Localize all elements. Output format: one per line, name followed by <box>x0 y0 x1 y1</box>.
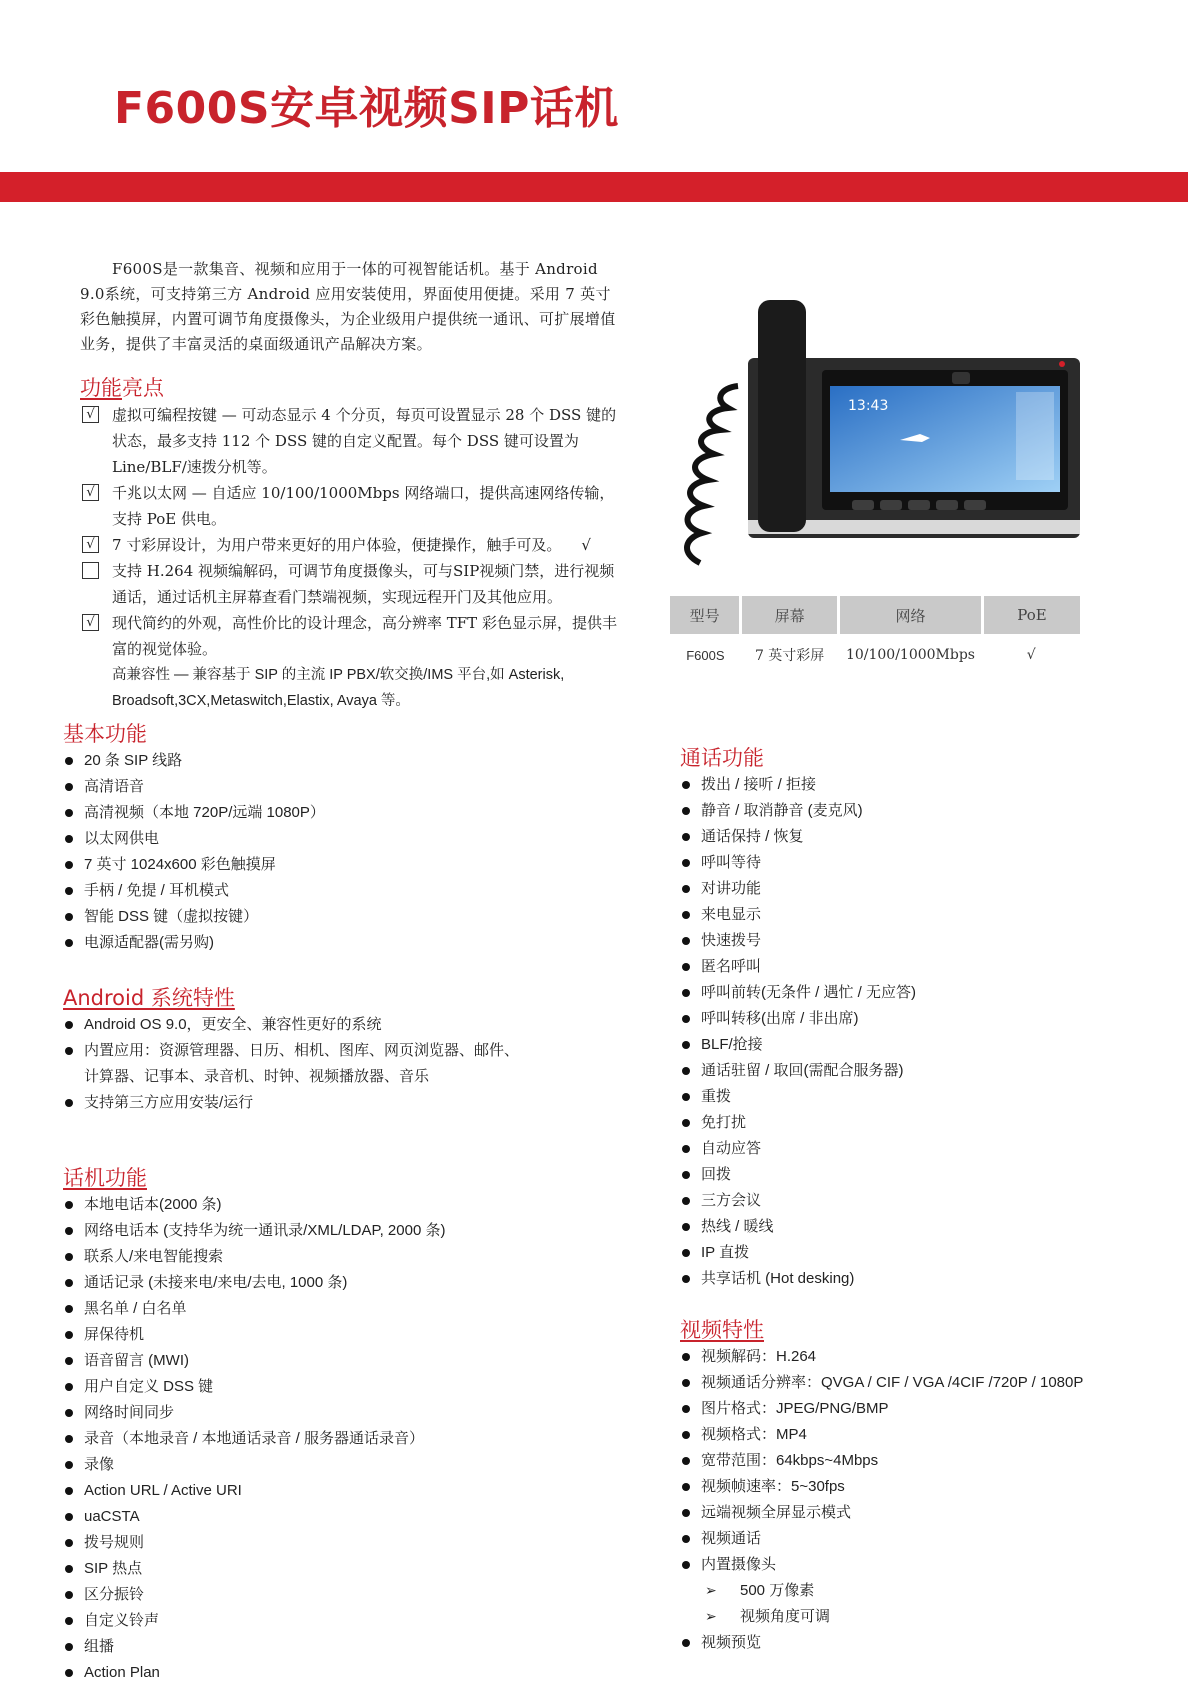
phone-func-item: 拨号规则 <box>63 1530 623 1556</box>
spec-table <box>670 596 1080 676</box>
phone-func-item: 自定义铃声 <box>63 1608 623 1634</box>
highlight-text: 虚拟可编程按键 — 可动态显示 4 个分页，每页可设置显示 28 个 DSS 键的状态，最多支持 112 个 DSS 键的自定义配置。每个 DSS 键可设置为 Line/BLF/速拨分机等。 <box>112 406 617 476</box>
phone-func-item: 区分振铃 <box>63 1582 623 1608</box>
call-item: 静音 / 取消静音 (麦克风) <box>680 798 1160 824</box>
phone-func-item: 组播 <box>63 1634 623 1660</box>
phone-func-item: 联系人/来电智能搜索 <box>63 1244 623 1270</box>
android-title-text: Android 系统特性 <box>63 986 235 1010</box>
checkbox-icon: √ <box>82 484 99 501</box>
arrow-icon: ➢ <box>705 1583 717 1599</box>
spec-cell-screen: 7 英寸彩屏 <box>754 648 825 664</box>
call-item: 呼叫等待 <box>680 850 1160 876</box>
call-item: 呼叫前转(无条件 / 遇忙 / 无应答) <box>680 980 1160 1006</box>
highlight-item <box>80 402 625 480</box>
video-item: 视频通话 <box>680 1526 1180 1552</box>
video-item: 视频通话分辨率：QVGA / CIF / VGA /4CIF /720P / 1080P <box>680 1370 1180 1396</box>
basic-title: 基本功能 <box>63 722 147 746</box>
title-band <box>0 172 1188 202</box>
phone-func-item: 屏保待机 <box>63 1322 623 1348</box>
phone-func-item: 网络时间同步 <box>63 1400 623 1426</box>
video-item: 内置摄像头 <box>680 1552 1180 1578</box>
highlights-list <box>80 402 625 714</box>
phone-func-item: SIP 热点 <box>63 1556 623 1582</box>
android-item: 内置应用：资源管理器、日历、相机、图库、网页浏览器、邮件、计算器、记事本、录音机、时钟、视频播放器、音乐 <box>63 1038 523 1090</box>
checkbox-icon: √ <box>82 614 99 631</box>
call-item: 对讲功能 <box>680 876 1160 902</box>
phone-func-item: 网络电话本 (支持华为统一通讯录/XML/LDAP, 2000 条) <box>63 1218 623 1244</box>
highlight-item <box>80 480 625 532</box>
intro-paragraph: F600S是一款集音、视频和应用于一体的可视智能话机。基于 Android 9.0系统，可支持第三方 Android 应用安装使用，界面使用便捷。采用 7 英寸彩色触摸屏，内置可调节角度摄像头，为企业级用户提供统一通讯、可扩展增值业务，提供了丰富灵活的桌面级通讯产品解决方案。 <box>80 260 616 353</box>
screen-side-panel <box>1016 392 1054 480</box>
spec-header-screen: 屏幕 <box>741 596 839 634</box>
phone-func-item: 语音留言 (MWI) <box>63 1348 623 1374</box>
call-item: 共享话机 (Hot desking) <box>680 1266 1160 1292</box>
call-item: 通话驻留 / 取回(需配合服务器) <box>680 1058 1160 1084</box>
spec-header-network: 网络 <box>839 596 983 634</box>
call-item: 来电显示 <box>680 902 1160 928</box>
video-item: 远端视频全屏显示模式 <box>680 1500 1180 1526</box>
basic-item: 手柄 / 免提 / 耳机模式 <box>63 878 603 904</box>
video-item: 图片格式：JPEG/PNG/BMP <box>680 1396 1180 1422</box>
phone-func-list <box>63 1192 623 1686</box>
highlight-text: 支持 H.264 视频编解码，可调节角度摄像头，可与SIP视频门禁，进行视频通话，通过话机主屏幕查看门禁端视频，实现远程开门及其他应用。 <box>112 562 615 606</box>
video-list <box>680 1344 1180 1656</box>
video-item: 视频格式：MP4 <box>680 1422 1180 1448</box>
video-title-text: 视频特性 <box>680 1318 764 1342</box>
call-item: 回拨 <box>680 1162 1160 1188</box>
basic-item: 7 英寸 1024x600 彩色触摸屏 <box>63 852 603 878</box>
highlight-text: 千兆以太网 — 自适应 10/100/1000Mbps 网络端口，提供高速网络传输，支持 PoE 供电。 <box>112 484 615 528</box>
basic-item: 智能 DSS 键（虚拟按键） <box>63 904 603 930</box>
page-title: F600S安卓视频SIP话机 <box>114 83 619 134</box>
call-item: 快速拨号 <box>680 928 1160 954</box>
android-item: Android OS 9.0，更安全、兼容性更好的系统 <box>63 1012 523 1038</box>
spec-cell-network: 10/100/1000Mbps <box>845 647 975 663</box>
basic-list <box>63 748 603 956</box>
phone-handset <box>758 300 806 532</box>
phone-func-item: 录音（本地录音 / 本地通话录音 / 服务器通话录音） <box>63 1426 623 1452</box>
highlight-item <box>80 558 625 610</box>
call-item: 三方会议 <box>680 1188 1160 1214</box>
call-item: 免打扰 <box>680 1110 1160 1136</box>
phone-func-item: 通话记录 (未接来电/来电/去电, 1000 条) <box>63 1270 623 1296</box>
phone-func-item: 用户自定义 DSS 键 <box>63 1374 623 1400</box>
highlight-item <box>80 532 625 558</box>
highlights-title <box>80 372 164 402</box>
video-title <box>680 1314 764 1344</box>
call-item: 自动应答 <box>680 1136 1160 1162</box>
spec-table-header-row <box>670 596 1080 634</box>
basic-item: 高清语音 <box>63 774 603 800</box>
spec-table-row <box>670 634 1080 676</box>
video-item: 视频帧速率：5~30fps <box>680 1474 1180 1500</box>
checkbox-icon: √ <box>82 536 99 553</box>
phone-func-item: Action URL / Active URI <box>63 1478 623 1504</box>
checkbox-icon: √ <box>82 406 99 423</box>
call-item: IP 直拨 <box>680 1240 1160 1266</box>
highlights-title-part1: 功能 <box>80 376 122 400</box>
call-list <box>680 772 1160 1292</box>
android-item: 支持第三方应用安装/运行 <box>63 1090 523 1116</box>
highlight-text: 现代简约的外观，高性价比的设计理念，高分辨率 TFT 彩色显示屏，提供丰富的视觉体验。 <box>112 614 617 658</box>
spec-cell-model: F600S <box>686 647 725 663</box>
phone-func-title-text: 话机功能 <box>63 1166 147 1190</box>
video-sub-text: 500 万像素 <box>740 1582 815 1599</box>
call-item: BLF/抢接 <box>680 1032 1160 1058</box>
phone-func-item: 黑名单 / 白名单 <box>63 1296 623 1322</box>
call-item: 重拨 <box>680 1084 1160 1110</box>
video-item: 视频解码：H.264 <box>680 1344 1180 1370</box>
call-item: 匿名呼叫 <box>680 954 1160 980</box>
video-sub-text: 视频角度可调 <box>740 1608 831 1625</box>
highlight-text: 7 寸彩屏设计，为用户带来更好的用户体验，便捷操作，触手可及。 <box>112 536 562 554</box>
phone-func-item: 本地电话本(2000 条) <box>63 1192 623 1218</box>
call-item: 热线 / 暖线 <box>680 1214 1160 1240</box>
basic-item: 20 条 SIP 线路 <box>63 748 603 774</box>
video-item: 宽带范围：64kbps~4Mbps <box>680 1448 1180 1474</box>
call-item: 呼叫转移(出席 / 非出席) <box>680 1006 1160 1032</box>
phone-func-item: Action Plan <box>63 1660 623 1686</box>
call-title: 通话功能 <box>680 746 764 770</box>
highlight-extra: 高兼容性 — 兼容基于 SIP 的主流 IP PBX/软交换/IMS 平台,如 Asterisk, Broadsoft,3CX,Metaswitch,Elastix, Avaya 等。 <box>112 667 565 709</box>
phone-image <box>680 288 1090 578</box>
status-led-icon <box>1059 361 1065 367</box>
video-sub-item <box>680 1578 1180 1604</box>
phone-buttons <box>852 500 986 510</box>
basic-item: 电源适配器(需另购) <box>63 930 603 956</box>
phone-func-title <box>63 1162 147 1192</box>
check-icon: √ <box>581 536 591 554</box>
screen-clock: 13:43 <box>848 398 889 414</box>
highlights-title-part2: 亮点 <box>122 376 164 400</box>
spec-header-poe: PoE <box>982 596 1080 634</box>
phone-func-item: 录像 <box>63 1452 623 1478</box>
arrow-icon: ➢ <box>705 1609 717 1625</box>
video-item: 视频预览 <box>680 1630 1180 1656</box>
basic-item: 高清视频（本地 720P/远端 1080P） <box>63 800 603 826</box>
call-item: 拨出 / 接听 / 拒接 <box>680 772 1160 798</box>
spec-header-model: 型号 <box>670 596 741 634</box>
highlight-item <box>80 610 625 662</box>
android-list <box>63 1012 523 1116</box>
phone-cord <box>687 386 738 563</box>
basic-item: 以太网供电 <box>63 826 603 852</box>
spec-cell-poe: √ <box>1026 647 1036 663</box>
checkbox-icon <box>82 562 99 579</box>
video-sub-item <box>680 1604 1180 1630</box>
camera-icon <box>952 372 970 384</box>
call-item: 通话保持 / 恢复 <box>680 824 1160 850</box>
phone-func-item: uaCSTA <box>63 1504 623 1530</box>
android-title <box>63 982 235 1012</box>
